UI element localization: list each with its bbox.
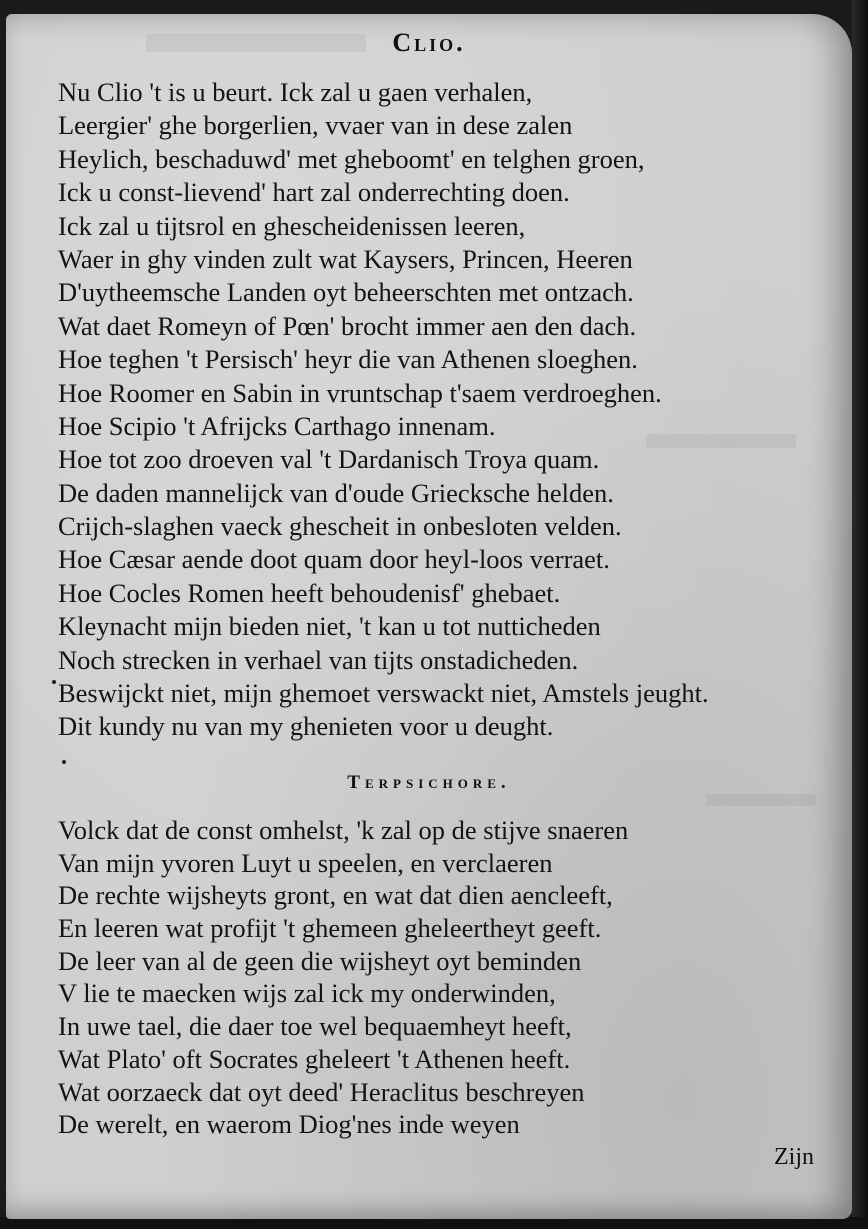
verse-line: Kleynacht mijn bieden niet, 't kan u tot nutticheden [58, 611, 601, 642]
verse-line: Leergier' ghe borgerlien, vvaer van in dese zalen [58, 110, 573, 141]
verse-line: Waer in ghy vinden zult wat Kaysers, Princen, Heeren [58, 243, 633, 274]
book-page [6, 14, 852, 1219]
verse-line: Wat Plato' oft Socrates gheleert 't Athenen heeft. [58, 1043, 571, 1074]
clio-stanza [58, 76, 709, 744]
verse-line: Noch strecken in verhael van tijts onstadicheden. [58, 644, 579, 675]
verse-line: Hoe tot zoo droeven val 't Dardanisch Troya quam. [58, 444, 600, 475]
verse-line: Volck dat de const omhelst, 'k zal op de stijve snaeren [58, 815, 629, 845]
section-heading-clio: Clio. [392, 28, 466, 57]
verse-line: Hoe Cocles Romen heeft behoudenisf' ghebaet. [58, 577, 561, 608]
verse-line: De werelt, en waerom Diog'nes inde weyen [58, 1109, 520, 1140]
ink-dot [62, 760, 66, 764]
verse-line: D'uytheemsche Landen oyt beheerschten met ontzach. [58, 277, 634, 308]
show-through-mark [706, 794, 816, 806]
catchword: Zijn [774, 1144, 814, 1170]
verse-line: Nu Clio 't is u beurt. Ick zal u gaen verhalen, [58, 77, 533, 107]
verse-line: Hoe Roomer en Sabin in vruntschap t'saem verdroeghen. [58, 377, 662, 408]
ink-dot [52, 680, 56, 684]
verse-line: Ick zal u tijtsrol en ghescheidenissen leeren, [58, 210, 526, 241]
verse-line: Van mijn yvoren Luyt u speelen, en verclaeren [58, 847, 553, 878]
page-binding-shadow [852, 0, 868, 1229]
verse-line: Beswijckt niet, mijn ghemoet verswackt niet, Amstels jeught. [58, 678, 709, 709]
verse-line: Wat oorzaeck dat oyt deed' Heraclitus beschreyen [58, 1076, 585, 1107]
verse-line: Heylich, beschaduwd' met gheboomt' en telghen groen, [58, 143, 645, 174]
verse-line: Hoe Cæsar aende doot quam door heyl-loos verraet. [58, 544, 610, 575]
verse-line: Crijch-slaghen vaeck ghescheit in onbesloten velden. [58, 511, 622, 542]
verse-line: Hoe Scipio 't Afrijcks Carthago innenam. [58, 410, 496, 441]
section-heading-terpsichore: Terpsichore. [347, 772, 511, 793]
verse-line: En leeren wat profijt 't ghemeen gheleertheyt geeft. [58, 913, 602, 944]
terpsichore-stanza [58, 814, 628, 1141]
verse-line: Wat daet Romeyn of Pœn' brocht immer aen den dach. [58, 310, 637, 341]
verse-line: V lie te maecken wijs zal ick my onderwinden, [58, 978, 556, 1009]
verse-line: De leer van al de geen die wijsheyt oyt beminden [58, 945, 582, 976]
verse-line: In uwe tael, die daer toe wel bequaemheyt heeft, [58, 1011, 572, 1042]
verse-line: De rechte wijsheyts gront, en wat dat dien aencleeft, [58, 880, 613, 911]
verse-line: Hoe teghen 't Persisch' heyr die van Athenen sloeghen. [58, 344, 638, 375]
verse-line: Dit kundy nu van my ghenieten voor u deught. [58, 711, 554, 742]
verse-line: De daden mannelijck van d'oude Griecksche helden. [58, 477, 614, 508]
verse-line: Ick u const-lievend' hart zal onderrechting doen. [58, 177, 570, 208]
